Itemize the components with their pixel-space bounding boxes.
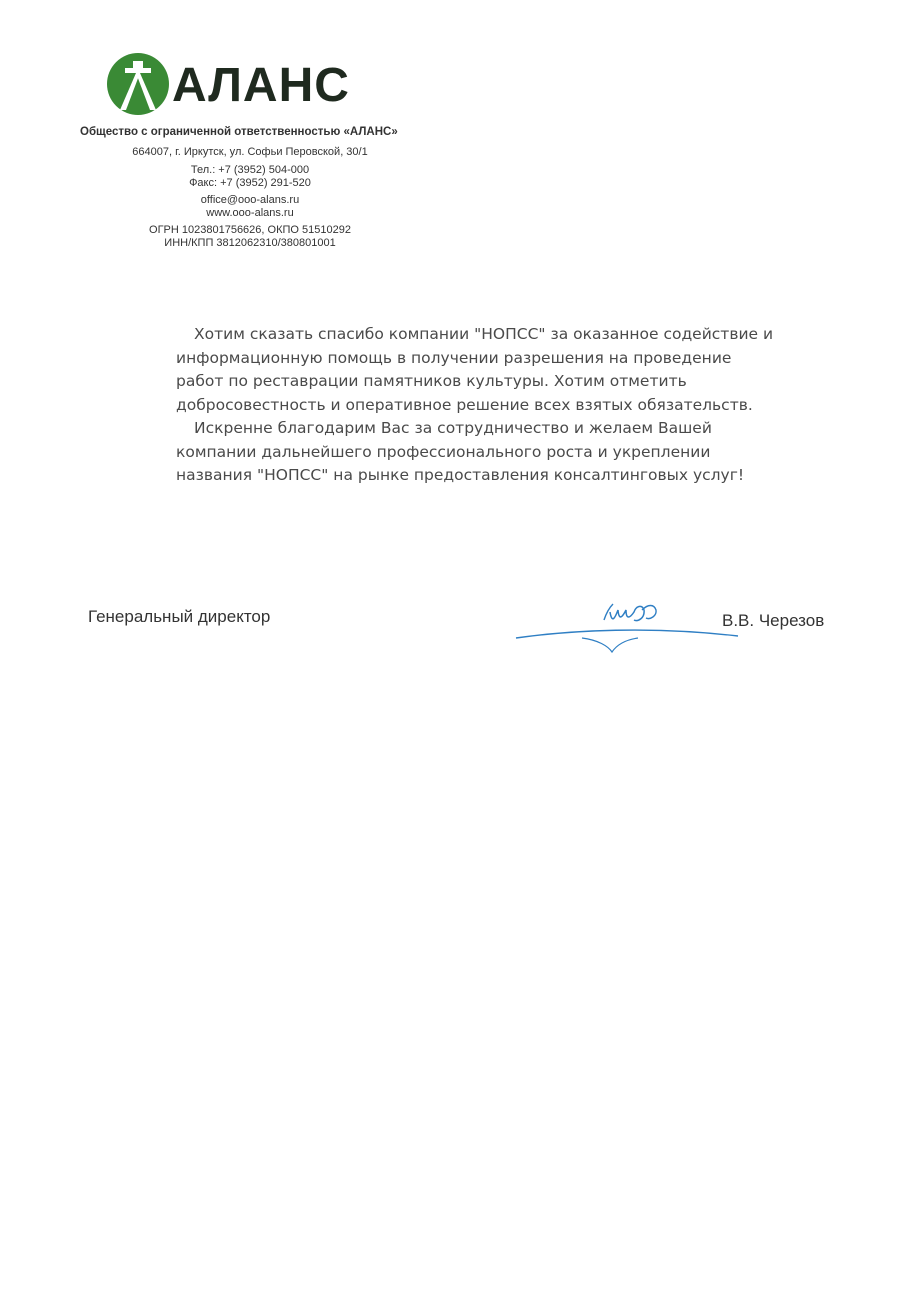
company-inn-kpp: ИНН/КПП 3812062310/380801001 [164, 237, 336, 249]
letter-body [176, 323, 776, 488]
company-website: www.ooo-alans.ru [206, 207, 294, 219]
company-phone: Тел.: +7 (3952) 504-000 [190, 164, 310, 176]
company-address: 664007, г. Иркутск, ул. Софьи Перовской, 30/1 [132, 146, 368, 158]
company-legal-name: Общество с ограниченной ответственностью «АЛАНС» [80, 126, 398, 138]
body-paragraph-2: Искренне благодарим Вас за сотрудничество и желаем Вашей компании дальнейшего профессионального роста и укреплении названия "НОПСС" на рынке предоставления консалтинговых услуг! [176, 419, 745, 484]
company-ogrn-okpo: ОГРН 1023801756626, ОКПО 51510292 [149, 224, 351, 236]
body-paragraph-1: Хотим сказать спасибо компании "НОПСС" за оказанное содействие и информационную помощь в получении разрешения на проведение работ по реставрации памятников культуры. Хотим отметить добросовестность и оперативное решение всех взятых обязательств. [176, 325, 774, 414]
company-fax: Факс: +7 (3952) 291-520 [189, 177, 311, 189]
company-email: office@ooo-alans.ru [200, 194, 300, 206]
logo-tripod-icon [106, 52, 170, 116]
letterhead [60, 48, 440, 249]
company-logo [60, 48, 440, 122]
signatory-title: Генеральный директор [88, 607, 271, 626]
company-contact-details [60, 146, 440, 250]
logo-wordmark: АЛАНС [172, 59, 350, 112]
handwritten-signature [512, 596, 742, 660]
signatory-name: В.В. Черезов [722, 611, 825, 630]
